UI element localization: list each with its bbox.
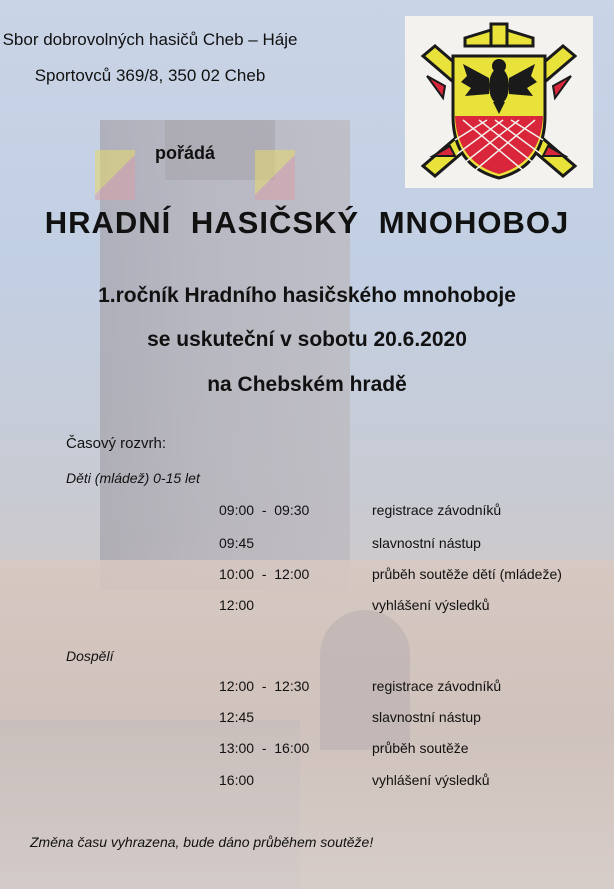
schedule-time: 16:00	[219, 772, 255, 788]
organization-address: Sportovců 369/8, 350 02 Cheb	[34, 66, 266, 85]
schedule-time: 13:00 - 16:00	[219, 740, 310, 756]
schedule-row	[0, 502, 614, 522]
schedule-row	[0, 535, 614, 555]
schedule-row	[0, 566, 614, 586]
schedule-activity: průběh soutěže	[372, 740, 469, 756]
schedule-row	[0, 709, 614, 729]
event-edition: 1.ročník Hradního hasičského mnohoboje	[98, 284, 516, 307]
schedule-time: 12:00 - 12:30	[219, 678, 310, 694]
fire-brigade-emblem	[405, 16, 593, 188]
event-location: na Chebském hradě	[207, 373, 407, 396]
event-title: HRADNÍ HASIČSKÝ MNOHOBOJ	[44, 205, 570, 240]
schedule-heading: Časový rozvrh:	[66, 435, 167, 452]
background-flag	[95, 150, 135, 200]
schedule-time: 12:00	[219, 597, 255, 613]
schedule-activity: vyhlášení výsledků	[372, 772, 490, 788]
schedule-time: 09:00 - 09:30	[219, 502, 310, 518]
schedule-activity: registrace závodníků	[372, 502, 502, 518]
schedule-activity: vyhlášení výsledků	[372, 597, 490, 613]
schedule-row	[0, 740, 614, 760]
schedule-activity: průběh soutěže dětí (mládeže)	[372, 566, 562, 582]
adults-section-label: Dospělí	[66, 648, 114, 664]
schedule-time: 12:45	[219, 709, 255, 725]
schedule-activity: slavnostní nástup	[372, 709, 481, 725]
event-date: se uskuteční v sobotu 20.6.2020	[147, 328, 467, 351]
schedule-activity: slavnostní nástup	[372, 535, 481, 551]
schedule-row	[0, 597, 614, 617]
schedule-time: 09:45	[219, 535, 255, 551]
organization-name: Sbor dobrovolných hasičů Cheb – Háje	[2, 30, 298, 49]
children-section-label: Děti (mládež) 0-15 let	[66, 470, 200, 486]
emblem-icon	[405, 16, 593, 188]
schedule-row	[0, 772, 614, 792]
background-flag	[255, 150, 295, 200]
schedule-time: 10:00 - 12:00	[219, 566, 310, 582]
organizes-label: pořádá	[155, 143, 216, 163]
schedule-activity: registrace závodníků	[372, 678, 502, 694]
footer-note: Změna času vyhrazena, bude dáno průběhem soutěže!	[30, 834, 374, 850]
schedule-row	[0, 678, 614, 698]
